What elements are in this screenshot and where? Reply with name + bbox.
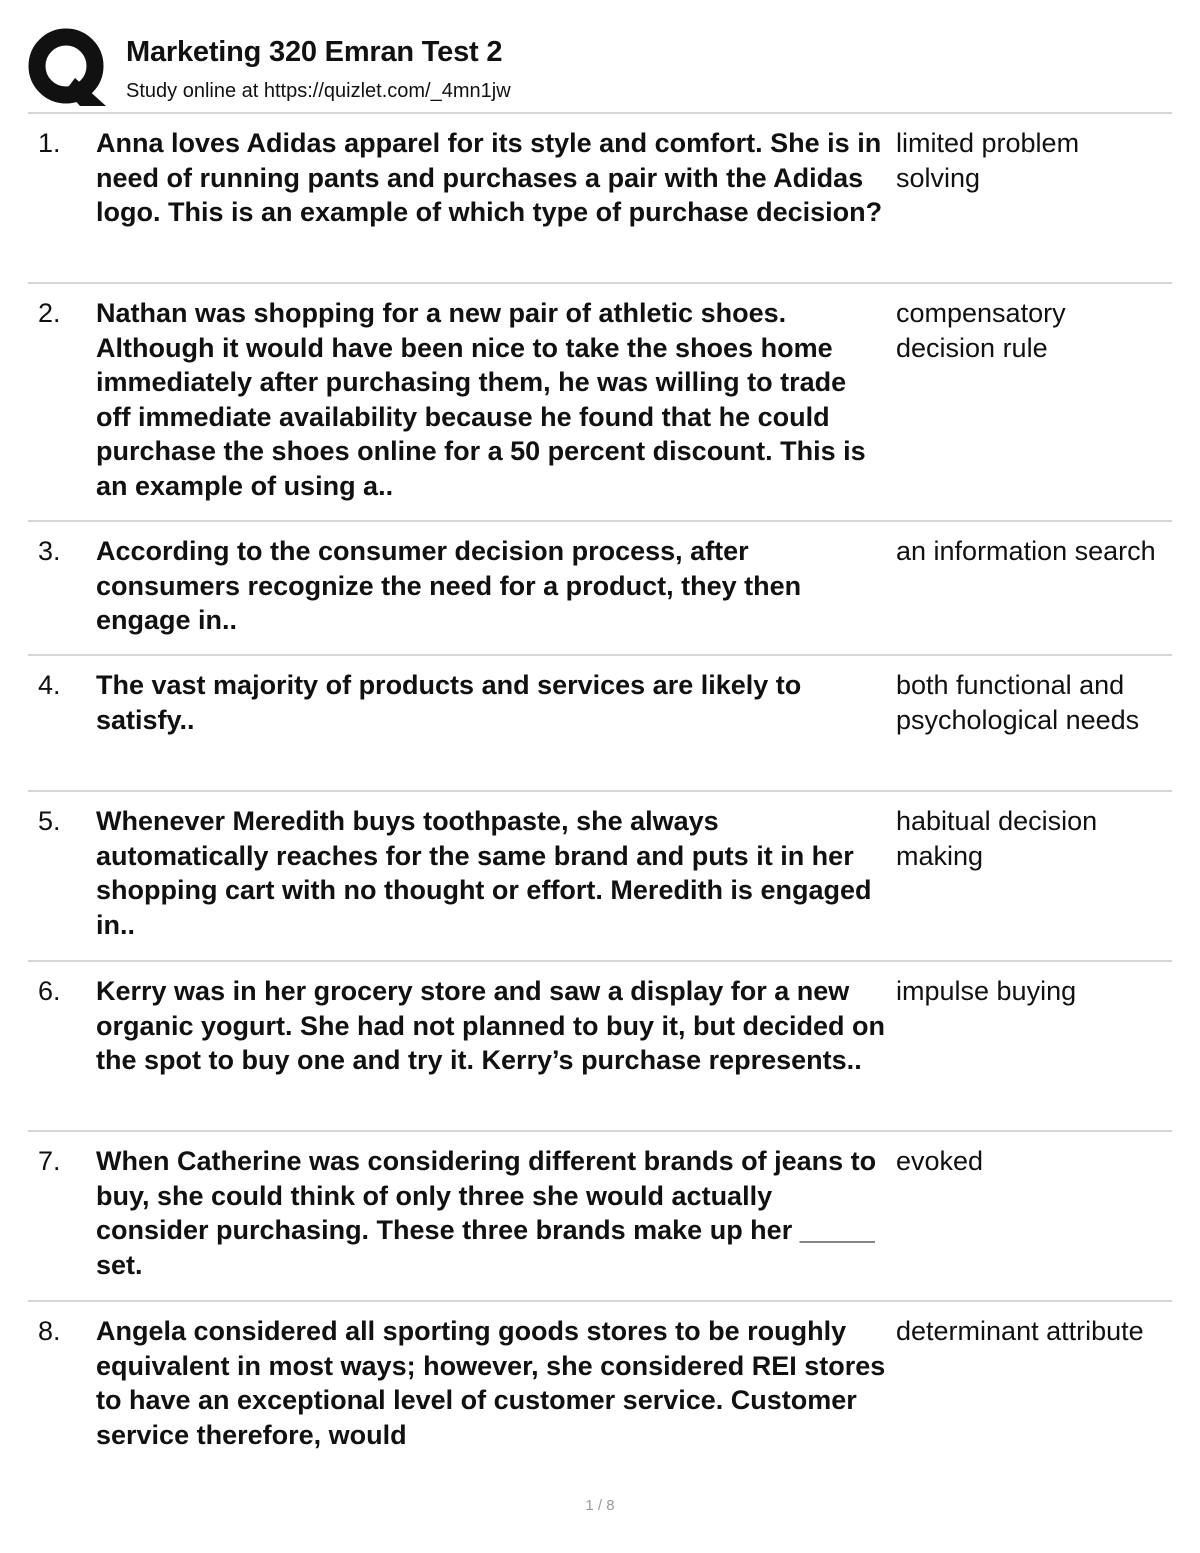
card-definition: an information search: [896, 536, 1156, 566]
card-number: 5.: [38, 806, 61, 836]
card-definition: evoked: [896, 1146, 984, 1176]
card-definition: habitual decision making: [896, 806, 1098, 871]
flashcard-row: [28, 656, 1172, 792]
card-term: Nathan was shopping for a new pair of athletic shoes. Although it would have been nice to take the shoes home immediately after purchasing them, he was willing to trade off immediate availability because he found that he could purchase the shoes online for a 50 percent discount. This is an example of using a..: [96, 298, 866, 501]
card-number: 8.: [38, 1316, 61, 1346]
card-number: 7.: [38, 1146, 61, 1176]
card-term: Angela considered all sporting goods stores to be roughly equivalent in most ways; however, she considered REI stores to have an exceptional level of customer service. Customer service therefore, would: [96, 1316, 886, 1450]
page-indicator: 1 / 8: [585, 1497, 615, 1514]
card-term: According to the consumer decision process, after consumers recognize the need for a product, they then engage in..: [96, 536, 802, 635]
flashcard-row: [28, 792, 1172, 962]
flashcard-row: [28, 1132, 1172, 1302]
card-number: 6.: [38, 976, 61, 1006]
study-online-link[interactable]: Study online at https://quizlet.com/_4mn1jw: [126, 80, 511, 102]
card-definition: both functional and psychological needs: [896, 670, 1140, 735]
card-definition: impulse buying: [896, 976, 1077, 1006]
card-term: Whenever Meredith buys toothpaste, she always automatically reaches for the same brand and puts it in her shopping cart with no thought or effort. Meredith is engaged in..: [96, 806, 872, 940]
card-number: 1.: [38, 128, 61, 158]
page-title: Marketing 320 Emran Test 2: [126, 36, 503, 68]
card-number: 3.: [38, 536, 61, 566]
page-header: [28, 28, 1172, 112]
card-term: Kerry was in her grocery store and saw a display for a new organic yogurt. She had not planned to buy it, but decided on the spot to buy one and try it. Kerry’s purchase represents..: [96, 976, 885, 1075]
card-definition: determinant attribute: [896, 1316, 1144, 1346]
card-number: 2.: [38, 298, 61, 328]
card-term: The vast majority of products and services are likely to satisfy..: [96, 670, 802, 735]
flashcard-row: [28, 522, 1172, 656]
card-number: 4.: [38, 670, 61, 700]
card-term: Anna loves Adidas apparel for its style and comfort. She is in need of running pants and purchases a pair with the Adidas logo. This is an example of which type of purchase decision?: [96, 128, 883, 227]
flashcard-row: [28, 114, 1172, 284]
card-definition: compensatory decision rule: [896, 298, 1066, 363]
flashcard-row: [28, 1302, 1172, 1462]
quizlet-logo-icon: [28, 28, 108, 108]
card-definition: limited problem solving: [896, 128, 1080, 193]
flashcard-row: [28, 962, 1172, 1132]
flashcard-row: [28, 284, 1172, 522]
flashcard-list: [28, 114, 1172, 1462]
card-term: When Catherine was considering different brands of jeans to buy, she could think of only three she would actually consider purchasing. These three brands make up her _____ set.: [96, 1146, 877, 1280]
